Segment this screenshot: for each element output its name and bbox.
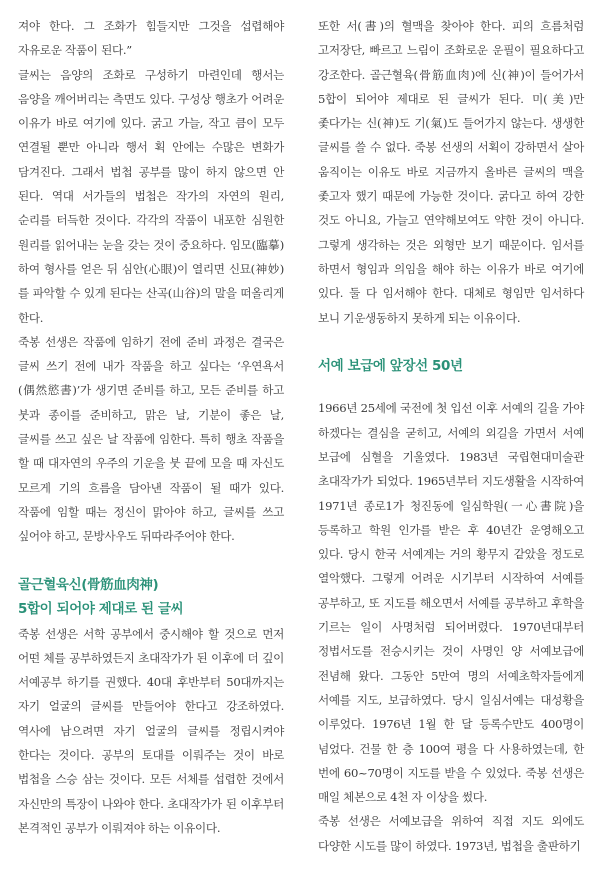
heading-gap: [318, 378, 584, 396]
paragraph: 죽봉 선생은 작품에 임하기 전에 준비 과정은 결국은 글씨 쓰기 전에 내가 작품을 하고 싶다는 ‘우연욕서(偶然慾書)’가 생기면 준비를 하고, 모든 준비를 하고 붓과 종이를 준비하고, 맑은 날, 기분이 좋은 날, 글씨를 쓰고 싶은 날 작품에 임한다. 특히 행초 작품을 할 때 대자연의 우주의 기운을 붓 끝에 모을 때 자신도 모르게 기의 흐름을 담아낸 작품이 될 때가 있다. 작품에 임할 때는 정신이 맑아야 하고, 글씨를 쓰고 싶어야 하고, 문방사우도 뒤따라주어야 한다.: [18, 334, 284, 544]
section-heading-line1: 골근혈육신(骨筋血肉神): [18, 576, 159, 593]
section-gap: [318, 330, 584, 354]
section-heading-line2: 5합이 되어야 제대로 된 글씨: [18, 601, 184, 618]
paragraph: 죽봉 선생은 서예보급을 위하여 직접 지도 외에도 다양한 시도를 많이 하였다. 1973년, 법첩을 출판하기: [318, 814, 584, 853]
section-heading: 서예 보급에 앞장선 50년: [318, 357, 463, 374]
paragraph: 죽봉 선생은 서학 공부에서 중시해야 할 것으로 먼저 어떤 체를 공부하였든지 초대작가가 된 이후에 더 깊이 서예공부 하기를 권했다. 40대 후반부터 50대까지는 자기 얼굴의 글씨를 만들어야 한다고 강조하였다. 역사에 남으려면 자기 얼굴의 글씨를 정립시켜야 한다는 것이다. 공부의 토대를 이뤄주는 것이 바로 법첩을 스승 삼는 것이다. 모든 서체를 섭렵한 것에서 자신만의 특장이 나와야 한다. 초대작가가 된 이후부터 본격적인 공부가 이뤄져야 하는 이유이다.: [18, 626, 284, 835]
paragraph: 져야 한다. 그 조화가 힘들지만 그것을 섭렵해야 자유로운 작품이 된다.”: [18, 19, 284, 58]
right-column: [318, 14, 584, 858]
paragraph: 또한 서(書)의 혈맥을 찾아야 한다. 피의 흐름처럼 고저장단, 빠르고 느림이 조화로운 운필이 필요하다고 강조한다. 골근혈육(骨筋血肉)에 신(神)이 들어가서 5합이 되어야 제대로 된 글씨가 된다. 미(美)만 좇다가는 신(神)도 기(氣)도 들어가지 않는다. 생생한 글씨를 쓸 수 없다. 죽봉 선생의 서획이 강하면서 살아 움직이는 이유도 바로 지금까지 올바른 글씨의 맥을 좇고자 했기 때문에 가능한 것이다. 굵다고 하여 강한 것도 아니요, 가늘고 연약해보여도 약한 것이 아니다. 그렇게 생각하는 것은 외형만 보기 때문이다. 임서를 하면서 형임과 의임을 해야 하는 이유가 바로 여기에 있다. 둘 다 임서해야 한다. 대체로 형임만 임서하다 보니 기운생동하지 못하게 되는 이유이다.: [318, 19, 584, 325]
paragraph: 1966년 25세에 국전에 첫 입선 이후 서예의 길을 가야 하겠다는 결심을 굳히고, 서예의 외길을 가면서 서예 보급에 심혈을 기울였다. 1983년 국립현대미술관 초대작가가 되었다. 1965년부터 지도생활을 시작하여 1971년 종로1가 청진동에 일심학원(一心書院)을 등록하고 학원 인가를 받은 후 40년간 운영해오고 있다. 당시 한국 서예계는 거의 황무지 같았을 정도로 열악했다. 그렇게 어려운 시기부터 시작하여 서예를 공부하고, 또 지도를 해오면서 서예를 공부하고 후학을 기르는 일이 사명처럼 되어버렸다. 1970년대부터 정법서도를 전승시키는 것이 사명인 양 서예보급에 전념해 왔다. 그동안 5만여 명의 서예초학자들에게 서예를 지도, 보급하였다. 당시 일심서예는 대성황을 이루었다. 1976년 1월 한 달 등록수만도 400명이 넘었다. 건물 한 층 100여 평을 다 사용하였는데, 한 번에 60~70명이 지도를 받을 수 있었다. 죽봉 선생은 매일 체본으로 4천 자 이상을 썼다.: [318, 401, 584, 805]
section-gap: [18, 549, 284, 573]
paragraph: 글씨는 음양의 조화로 구성하기 마련인데 행서는 음양을 깨어버리는 측면도 있다. 구성상 행초가 어려운 이유가 바로 여기에 있다. 굵고 가늘, 작고 큼이 모두 연결될 뿐만 아니라 행서 획 안에는 수많은 변화가 담겨진다. 그래서 법첩 공부를 많이 하지 않으면 안 된다. 역대 서가들의 법첩은 작가의 자연의 원리, 순리를 터득한 것이다. 각각의 작품이 내포한 심원한 원리를 읽어내는 눈을 갖는 것이 중요하다. 임모(臨摹)하여 형사를 얻은 뒤 심안(心眼)이 열리면 신묘(神妙)를 파악할 수 있게 된다는 산곡(山谷)의 말을 떠올리게 한다.: [18, 67, 284, 325]
left-column: [18, 14, 284, 840]
